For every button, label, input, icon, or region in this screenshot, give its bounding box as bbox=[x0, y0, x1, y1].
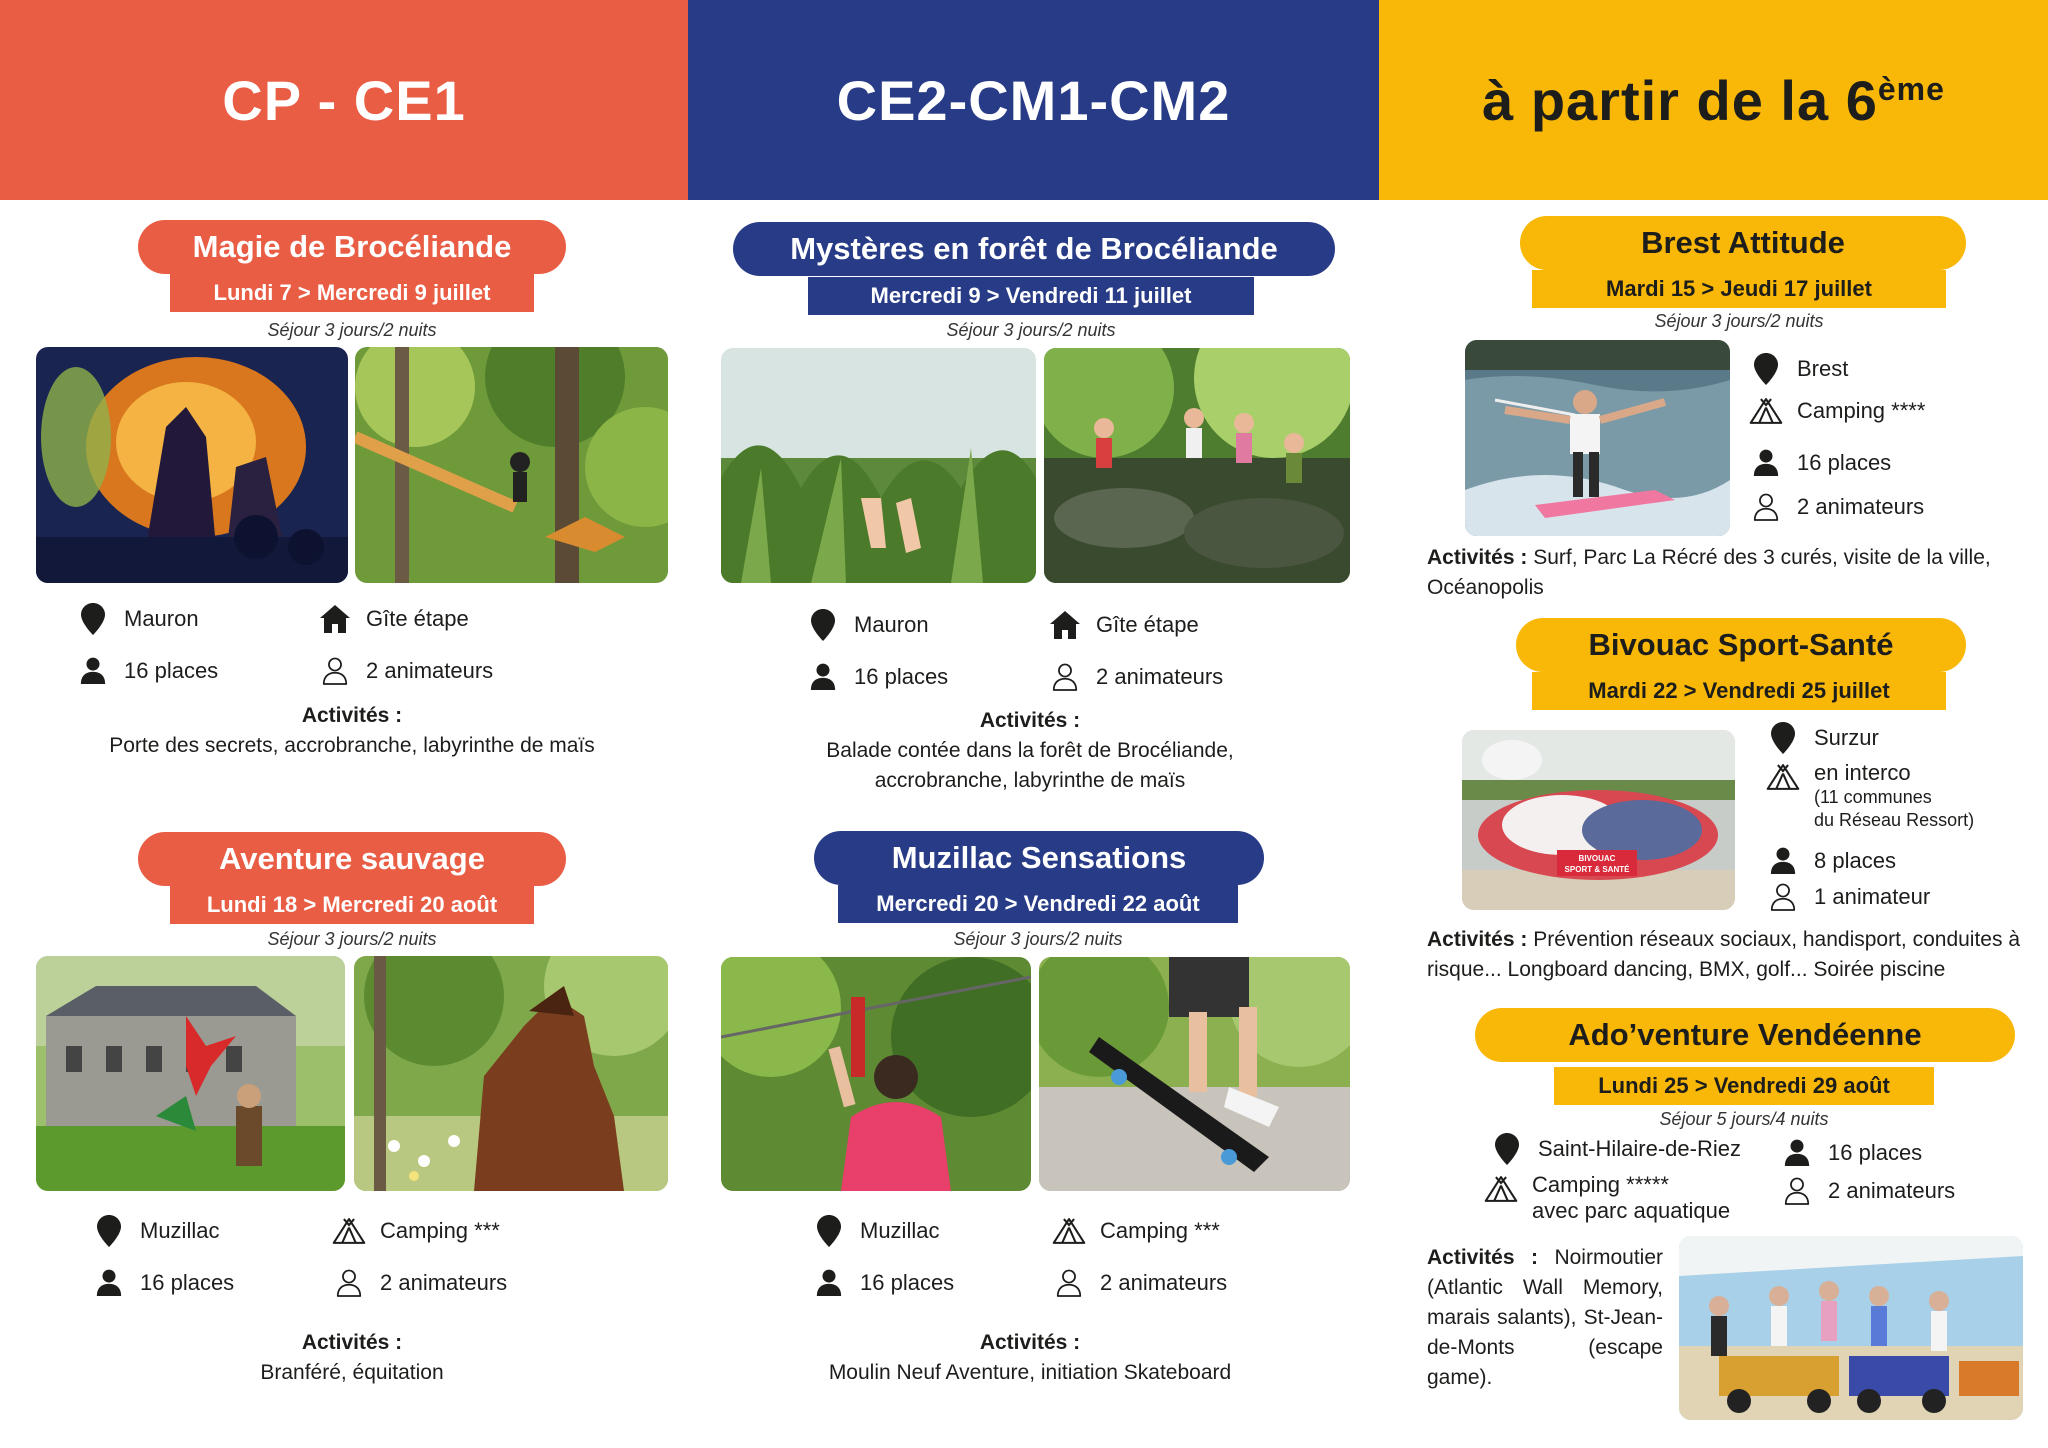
photo-surf bbox=[1465, 340, 1730, 536]
info-lodging-gite-1 bbox=[318, 602, 469, 636]
activities-title-3: Activités : bbox=[979, 709, 1081, 732]
activities-label: Activités : bbox=[1427, 546, 1528, 569]
header-title-col3-main: à partir de la 6 bbox=[1482, 68, 1878, 132]
location-pin-icon bbox=[1749, 352, 1783, 386]
person-outline-icon bbox=[1749, 490, 1783, 524]
person-icon bbox=[806, 660, 840, 694]
places-label: 16 places bbox=[124, 658, 219, 683]
stay-title-muzillac-sensations: Muzillac Sensations bbox=[814, 831, 1264, 885]
location-pin-icon bbox=[812, 1214, 846, 1248]
info-places-2 bbox=[92, 1266, 234, 1300]
house-icon bbox=[318, 602, 352, 636]
header-ce2-cm1-cm2 bbox=[688, 0, 1379, 200]
person-icon bbox=[1766, 844, 1800, 878]
info-animateurs-vendee bbox=[1780, 1174, 1955, 1208]
location-pin-icon bbox=[806, 608, 840, 642]
places-label: 16 places bbox=[854, 664, 949, 689]
location-label: Muzillac bbox=[860, 1218, 940, 1243]
info-location-mauron-1 bbox=[76, 602, 199, 636]
stay-title-brest-attitude: Brest Attitude bbox=[1520, 216, 1966, 270]
photo-cheval bbox=[354, 956, 668, 1191]
activities-title-2: Activités : bbox=[301, 1331, 403, 1354]
activities-bivouac bbox=[1427, 925, 2027, 985]
info-animateurs-4 bbox=[1052, 1266, 1227, 1300]
info-animateurs-2 bbox=[332, 1266, 507, 1300]
stay-dates-magie-broceliande: Lundi 7 > Mercredi 9 juillet bbox=[170, 274, 534, 312]
tent-icon bbox=[1484, 1172, 1518, 1206]
stay-dates-aventure-sauvage: Lundi 18 > Mercredi 20 août bbox=[170, 886, 534, 924]
photo-tyrolienne bbox=[721, 957, 1031, 1191]
tent-icon bbox=[332, 1214, 366, 1248]
lodging-label: Camping *** bbox=[1100, 1218, 1220, 1243]
activities-text-3-line2: accrobranche, labyrinthe de maïs bbox=[874, 769, 1186, 792]
header-title-col1: CP - CE1 bbox=[222, 68, 466, 132]
lodging-label: Gîte étape bbox=[366, 606, 469, 631]
animateurs-label: 2 animateurs bbox=[1828, 1178, 1956, 1203]
stay-duration-magie-broceliande: Séjour 3 jours/2 nuits bbox=[267, 320, 437, 340]
activities-text-4: Moulin Neuf Aventure, initiation Skateboard bbox=[828, 1361, 1232, 1384]
person-outline-icon bbox=[1766, 880, 1800, 914]
photo-groupe-bivouac bbox=[1462, 730, 1735, 910]
stay-duration-aventure-sauvage: Séjour 3 jours/2 nuits bbox=[267, 929, 437, 949]
stay-duration-brest-attitude: Séjour 3 jours/2 nuits bbox=[1654, 311, 1824, 331]
places-label: 16 places bbox=[140, 1270, 235, 1295]
location-label: Mauron bbox=[124, 606, 199, 631]
person-outline-icon bbox=[1048, 660, 1082, 694]
photo-skateboard bbox=[1039, 957, 1350, 1191]
header-cp-ce1 bbox=[0, 0, 688, 200]
info-places-1 bbox=[76, 654, 218, 688]
house-icon bbox=[1048, 608, 1082, 642]
person-icon bbox=[812, 1266, 846, 1300]
places-label: 16 places bbox=[1828, 1140, 1923, 1165]
person-outline-icon bbox=[1780, 1174, 1814, 1208]
places-label: 8 places bbox=[1814, 848, 1896, 873]
person-icon bbox=[76, 654, 110, 688]
header-title-col3 bbox=[1482, 68, 1945, 133]
lodging-label: Gîte étape bbox=[1096, 612, 1199, 637]
header-title-col3-sup: ème bbox=[1877, 70, 1945, 107]
tent-icon bbox=[1052, 1214, 1086, 1248]
info-lodging-camping-1 bbox=[332, 1214, 500, 1248]
info-places-3 bbox=[806, 660, 948, 694]
info-location-brest bbox=[1749, 352, 1848, 386]
tent-icon bbox=[1749, 394, 1783, 428]
lodging-block bbox=[1532, 1172, 1730, 1224]
activities-text: Surf, Parc La Récré des 3 curés, visite de la ville, Océanopolis bbox=[1427, 546, 1991, 599]
info-places-vendee bbox=[1780, 1136, 1922, 1170]
info-lodging-gite-2 bbox=[1048, 608, 1199, 642]
activities-text: Prévention réseaux sociaux, handisport, conduites à risque... Longboard dancing, BMX, golf... Soirée piscine bbox=[1427, 928, 2021, 981]
person-icon bbox=[92, 1266, 126, 1300]
animateurs-label: 2 animateurs bbox=[366, 658, 494, 683]
lodging-label: Camping *** bbox=[380, 1218, 500, 1243]
activities-label: Activités : bbox=[1427, 928, 1528, 951]
stay-duration-adoventure-vendeenne: Séjour 5 jours/4 nuits bbox=[1659, 1109, 1829, 1129]
animateurs-label: 1 animateur bbox=[1814, 884, 1931, 909]
info-location-muzillac-1 bbox=[92, 1214, 219, 1248]
location-label: Surzur bbox=[1814, 725, 1879, 750]
animateurs-label: 2 animateurs bbox=[1096, 664, 1224, 689]
activities-brest bbox=[1427, 543, 2017, 603]
stay-duration-muzillac-sensations: Séjour 3 jours/2 nuits bbox=[953, 929, 1123, 949]
info-location-saint-hilaire bbox=[1490, 1132, 1741, 1166]
stay-dates-mysteres-foret: Mercredi 9 > Vendredi 11 juillet bbox=[808, 277, 1254, 315]
photo-rosalies-plage bbox=[1679, 1236, 2023, 1420]
stay-dates-muzillac-sensations: Mercredi 20 > Vendredi 22 août bbox=[838, 885, 1238, 923]
animateurs-label: 2 animateurs bbox=[1797, 494, 1925, 519]
stay-dates-brest-attitude: Mardi 15 > Jeudi 17 juillet bbox=[1532, 270, 1946, 308]
person-outline-icon bbox=[1052, 1266, 1086, 1300]
lodging-label: en interco bbox=[1814, 760, 1911, 785]
person-icon bbox=[1780, 1136, 1814, 1170]
lodging-note-1: (11 communes bbox=[1814, 787, 1932, 807]
stay-title-bivouac-sport-sante: Bivouac Sport-Santé bbox=[1516, 618, 1966, 672]
activities-text: Noirmoutier (Atlantic Wall Memory, marais salants), St-Jean-de-Monts (escape game). bbox=[1427, 1246, 1663, 1389]
animateurs-label: 2 animateurs bbox=[380, 1270, 508, 1295]
stay-title-mysteres-foret: Mystères en forêt de Brocéliande bbox=[733, 222, 1335, 276]
header-title-col2: CE2-CM1-CM2 bbox=[836, 68, 1231, 132]
activities-text-2: Branféré, équitation bbox=[260, 1361, 444, 1384]
info-lodging-camping-2 bbox=[1052, 1214, 1220, 1248]
info-places-bivouac bbox=[1766, 844, 1896, 878]
activities-title-1: Activités : bbox=[301, 704, 403, 727]
activities-title-4: Activités : bbox=[979, 1331, 1081, 1354]
location-pin-icon bbox=[92, 1214, 126, 1248]
info-lodging-camping-brest bbox=[1749, 394, 1925, 428]
person-icon bbox=[1749, 446, 1783, 480]
stay-title-aventure-sauvage: Aventure sauvage bbox=[138, 832, 566, 886]
info-lodging-interco bbox=[1766, 760, 1974, 832]
activities-vendee bbox=[1427, 1243, 1663, 1393]
info-animateurs-1 bbox=[318, 654, 493, 688]
header-6eme bbox=[1379, 0, 2048, 200]
info-places-4 bbox=[812, 1266, 954, 1300]
bivouac-banner-line1: BIVOUAC bbox=[1578, 854, 1616, 863]
location-label: Mauron bbox=[854, 612, 929, 637]
info-location-mauron-2 bbox=[806, 608, 929, 642]
places-label: 16 places bbox=[1797, 450, 1892, 475]
person-outline-icon bbox=[332, 1266, 366, 1300]
info-location-surzur bbox=[1766, 721, 1879, 755]
photo-accrobranche bbox=[355, 347, 668, 583]
lodging-note-2: du Réseau Ressort) bbox=[1814, 810, 1975, 830]
photo-labyrinthe-mais bbox=[721, 348, 1036, 583]
activities-label: Activités : bbox=[1427, 1246, 1538, 1269]
info-location-muzillac-2 bbox=[812, 1214, 939, 1248]
places-label: 16 places bbox=[860, 1270, 955, 1295]
person-outline-icon bbox=[318, 654, 352, 688]
location-label: Saint-Hilaire-de-Riez bbox=[1538, 1136, 1741, 1161]
stay-title-adoventure-vendeenne: Ado’venture Vendéenne bbox=[1475, 1008, 2015, 1062]
info-lodging-camping-vendee bbox=[1484, 1172, 1730, 1224]
location-label: Brest bbox=[1797, 356, 1849, 381]
lodging-label: Camping **** bbox=[1797, 398, 1926, 423]
photo-foret-enfants bbox=[1044, 348, 1350, 583]
activities-text-1: Porte des secrets, accrobranche, labyrinthe de maïs bbox=[109, 734, 595, 757]
tent-icon bbox=[1766, 760, 1800, 794]
stay-dates-bivouac-sport-sante: Mardi 22 > Vendredi 25 juillet bbox=[1532, 672, 1946, 710]
info-animateurs-brest bbox=[1749, 490, 1924, 524]
info-animateurs-bivouac bbox=[1766, 880, 1930, 914]
lodging-block bbox=[1814, 760, 1974, 832]
stay-title-magie-broceliande: Magie de Brocéliande bbox=[138, 220, 566, 274]
activities-text-3-line1: Balade contée dans la forêt de Brocéliande, bbox=[826, 739, 1234, 762]
lodging-label: Camping ***** bbox=[1532, 1172, 1669, 1197]
location-pin-icon bbox=[1490, 1132, 1524, 1166]
stay-duration-mysteres-foret: Séjour 3 jours/2 nuits bbox=[946, 320, 1116, 340]
location-label: Muzillac bbox=[140, 1218, 220, 1243]
lodging-note: avec parc aquatique bbox=[1532, 1198, 1731, 1223]
bivouac-banner-line2: SPORT & SANTÉ bbox=[1564, 865, 1630, 874]
stay-dates-adoventure-vendeenne: Lundi 25 > Vendredi 29 août bbox=[1554, 1067, 1934, 1105]
info-animateurs-3 bbox=[1048, 660, 1223, 694]
animateurs-label: 2 animateurs bbox=[1100, 1270, 1228, 1295]
photo-porte-des-secrets bbox=[36, 347, 348, 583]
location-pin-icon bbox=[76, 602, 110, 636]
photo-perroquets-chateau bbox=[36, 956, 345, 1191]
info-places-brest bbox=[1749, 446, 1891, 480]
location-pin-icon bbox=[1766, 721, 1800, 755]
